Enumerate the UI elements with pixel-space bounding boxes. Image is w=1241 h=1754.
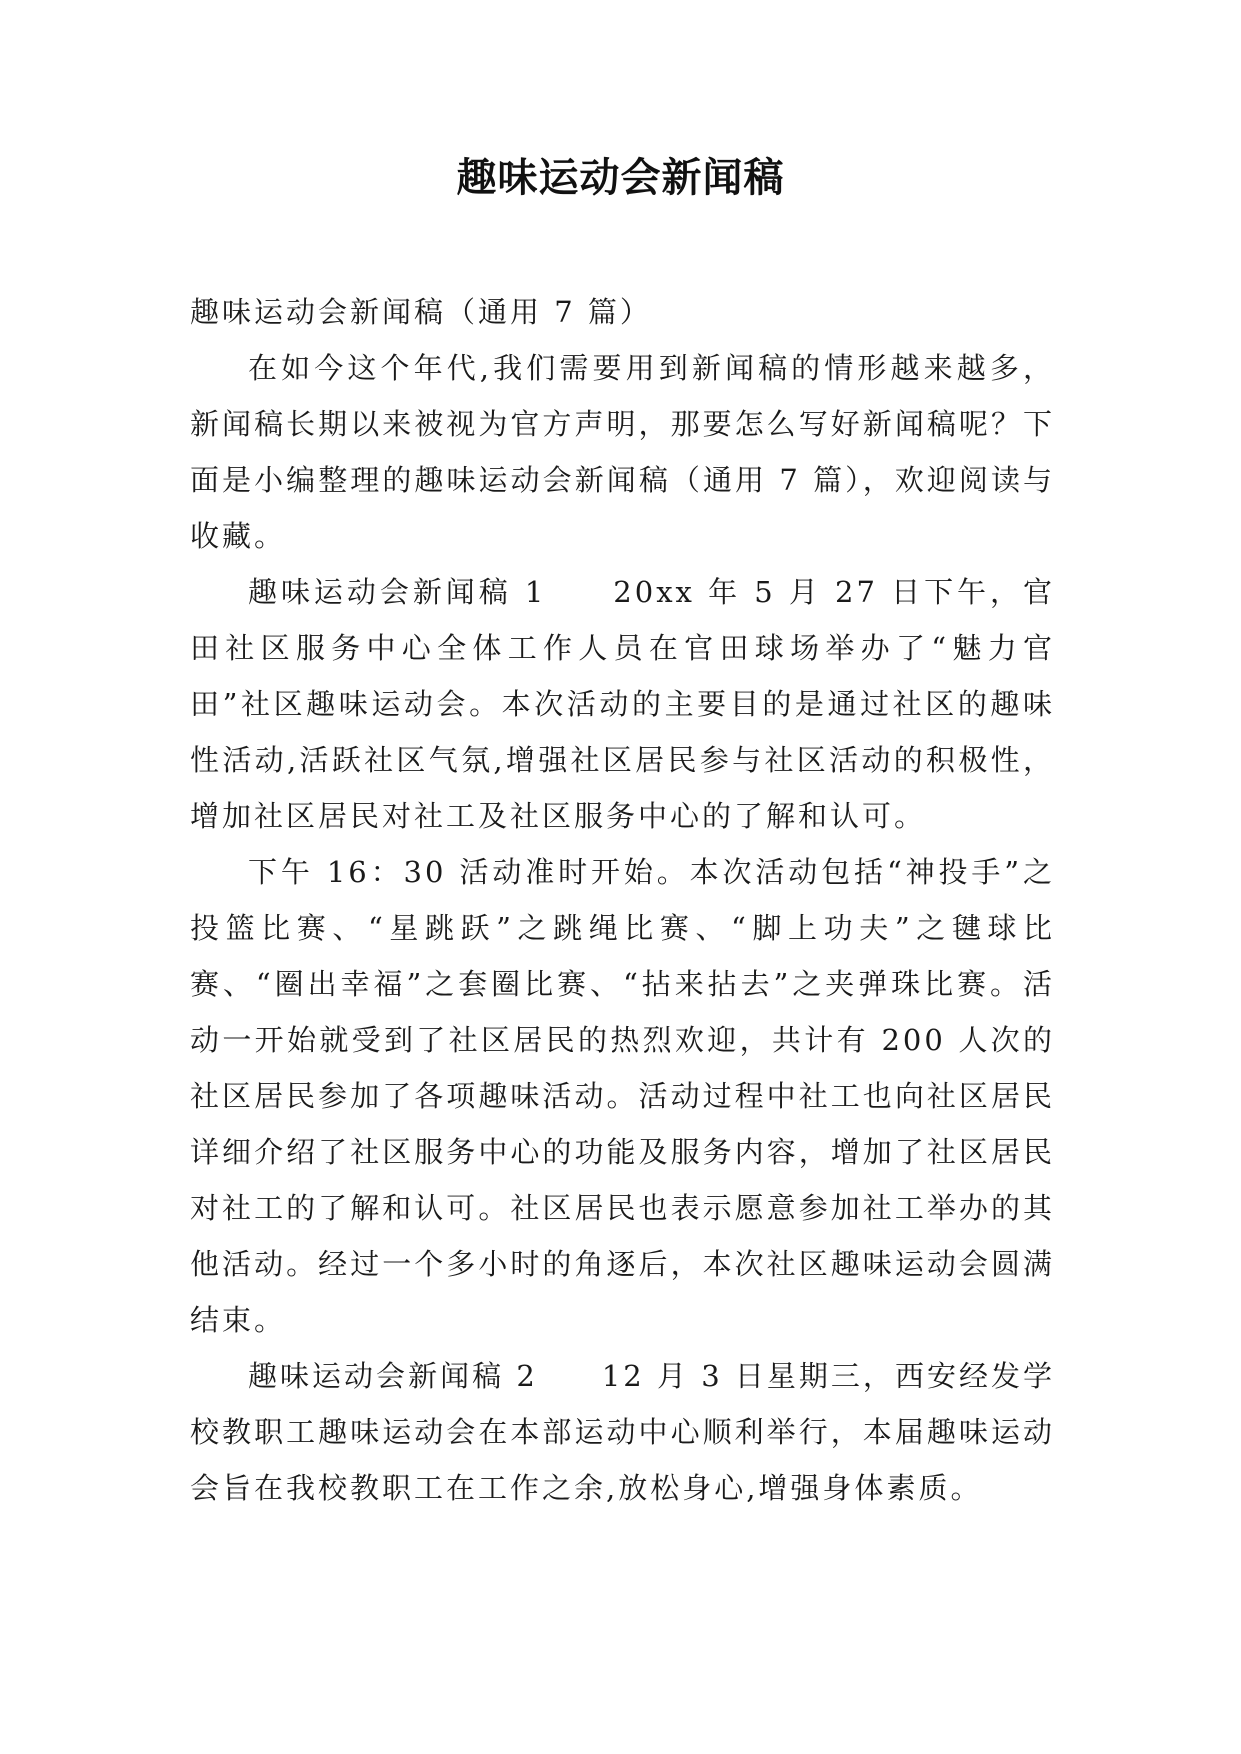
document-body	[190, 284, 1055, 1516]
document-subtitle: 趣味运动会新闻稿（通用 7 篇）	[190, 295, 652, 329]
document-title: 趣味运动会新闻稿	[456, 155, 785, 201]
paragraph-article-1: 趣味运动会新闻稿 1 20xx 年 5 月 27 日下午，官田社区服务中心全体工作人员在官田球场举办了“魅力官田”社区趣味运动会。本次活动的主要目的是通过社区的趣味性活动,活跃社区气氛,增强社区居民参与社区活动的积极性，增加社区居民对社工及社区服务中心的了解和认可。	[190, 575, 1055, 833]
paragraph-article-2: 趣味运动会新闻稿 2 12 月 3 日星期三，西安经发学校教职工趣味运动会在本部运动中心顺利举行，本届趣味运动会旨在我校教职工在工作之余,放松身心,增强身体素质。	[190, 1359, 1055, 1505]
paragraph-intro: 在如今这个年代,我们需要用到新闻稿的情形越来越多，新闻稿长期以来被视为官方声明，那要怎么写好新闻稿呢？下面是小编整理的趣味运动会新闻稿（通用 7 篇），欢迎阅读与收藏。	[190, 351, 1055, 553]
paragraph-article-1-details: 下午 16：30 活动准时开始。本次活动包括“神投手”之投篮比赛、“星跳跃”之跳绳比赛、“脚上功夫”之毽球比赛、“圈出幸福”之套圈比赛、“拈来拈去”之夹弹珠比赛。活动一开始就受到了社区居民的热烈欢迎，共计有 200 人次的社区居民参加了各项趣味活动。活动过程中社工也向社区居民详细介绍了社区服务中心的功能及服务内容，增加了社区居民对社工的了解和认可。社区居民也表示愿意参加社工举办的其他活动。经过一个多小时的角逐后，本次社区趣味运动会圆满结束。	[190, 855, 1055, 1337]
